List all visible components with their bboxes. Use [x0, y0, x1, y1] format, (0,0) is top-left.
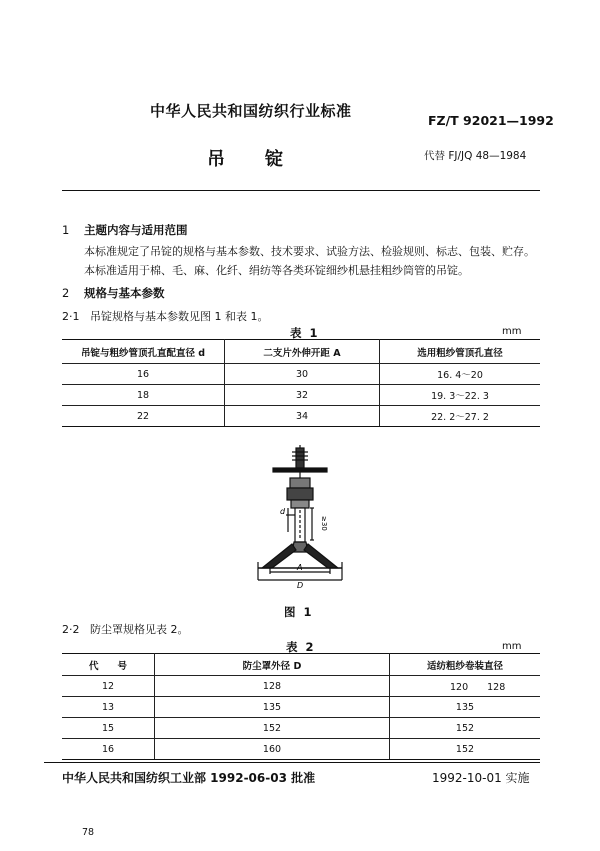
figure-1-caption: 图 1	[284, 605, 314, 619]
figure-label-D: D	[297, 581, 304, 590]
table-cell: 19. 3～22. 3	[380, 385, 541, 406]
table-cell: 16	[62, 364, 225, 385]
subsection-2-1-text: 吊锭规格与基本参数见图 1 和表 1。	[90, 310, 269, 323]
table-row	[62, 406, 540, 427]
table-2-header-cell: 代 号	[62, 654, 155, 676]
table-row	[62, 739, 540, 760]
section-1-paragraph-2: 本标准适用于棉、毛、麻、化纤、绢纺等各类环锭细纱机悬挂粗纱筒管的吊锭。	[84, 264, 469, 277]
subsection-2-2-text: 防尘罩规格见表 2。	[90, 623, 189, 636]
figure-label-A: A	[297, 563, 303, 572]
table-row	[62, 676, 540, 697]
table-cell: 135	[390, 697, 541, 718]
table-2-header-row	[62, 654, 540, 676]
table-cell: 152	[390, 739, 541, 760]
table-1-header-cell: 二支片外伸开距 A	[225, 340, 380, 364]
figure-1-drawing	[240, 440, 360, 590]
table-2	[62, 653, 540, 760]
table-row	[62, 385, 540, 406]
table-cell: 160	[155, 739, 390, 760]
subsection-2-1	[62, 308, 269, 324]
table-cell: 32	[225, 385, 380, 406]
table-cell: 22. 2～27. 2	[380, 406, 541, 427]
replaces-note: 代替 FJ/JQ 48—1984	[424, 150, 527, 162]
footer-rule	[44, 762, 540, 763]
subsection-2-2	[62, 621, 189, 637]
section-1-title: 主题内容与适用范围	[84, 223, 188, 237]
figure-label-d: d	[280, 507, 286, 516]
table-cell: 152	[155, 718, 390, 739]
document-title: 吊锭	[207, 149, 323, 170]
subsection-2-1-number: 2·1	[62, 310, 80, 323]
section-1-paragraph-1: 本标准规定了吊锭的规格与基本参数、技术要求、试验方法、检验规则、标志、包装、贮存。	[84, 245, 535, 258]
table-cell: 135	[155, 697, 390, 718]
section-2-number: 2	[62, 286, 70, 300]
table-cell: 16	[62, 739, 155, 760]
header-rule	[62, 190, 540, 191]
section-1-number: 1	[62, 223, 70, 237]
subsection-2-2-number: 2·2	[62, 623, 80, 636]
page-number: 78	[82, 827, 95, 838]
table-cell: 13	[62, 697, 155, 718]
figure-label-length: ≥30	[320, 516, 328, 531]
table-2-unit: mm	[502, 641, 522, 652]
table-cell: 120 128	[390, 676, 541, 697]
section-2-heading	[62, 285, 165, 301]
approval-note: 中华人民共和国纺织工业部 1992-06-03 批准	[62, 771, 316, 785]
table-cell: 152	[390, 718, 541, 739]
org-title: 中华人民共和国纺织行业标准	[150, 102, 352, 120]
table-cell: 34	[225, 406, 380, 427]
table-1	[62, 339, 540, 427]
table-cell: 18	[62, 385, 225, 406]
table-cell: 12	[62, 676, 155, 697]
table-1-header-row	[62, 340, 540, 364]
table-cell: 16. 4～20	[380, 364, 541, 385]
section-1-heading	[62, 222, 188, 238]
table-cell: 128	[155, 676, 390, 697]
table-1-unit: mm	[502, 326, 522, 337]
table-row	[62, 697, 540, 718]
table-cell: 15	[62, 718, 155, 739]
section-2-title: 规格与基本参数	[84, 286, 165, 300]
table-1-caption: 表 1	[290, 326, 320, 340]
table-2-header-cell: 防尘罩外径 D	[155, 654, 390, 676]
table-cell: 30	[225, 364, 380, 385]
implementation-date: 1992-10-01 实施	[432, 771, 530, 785]
table-1-header-cell: 吊锭与粗纱管顶孔直配直径 d	[62, 340, 225, 364]
table-cell: 22	[62, 406, 225, 427]
standard-number: FZ/T 92021—1992	[428, 113, 554, 128]
table-row	[62, 718, 540, 739]
table-2-header-cell: 适纺粗纱卷装直径	[390, 654, 541, 676]
table-2-caption: 表 2	[286, 640, 316, 654]
table-1-header-cell: 选用粗纱管顶孔直径	[380, 340, 541, 364]
table-row	[62, 364, 540, 385]
